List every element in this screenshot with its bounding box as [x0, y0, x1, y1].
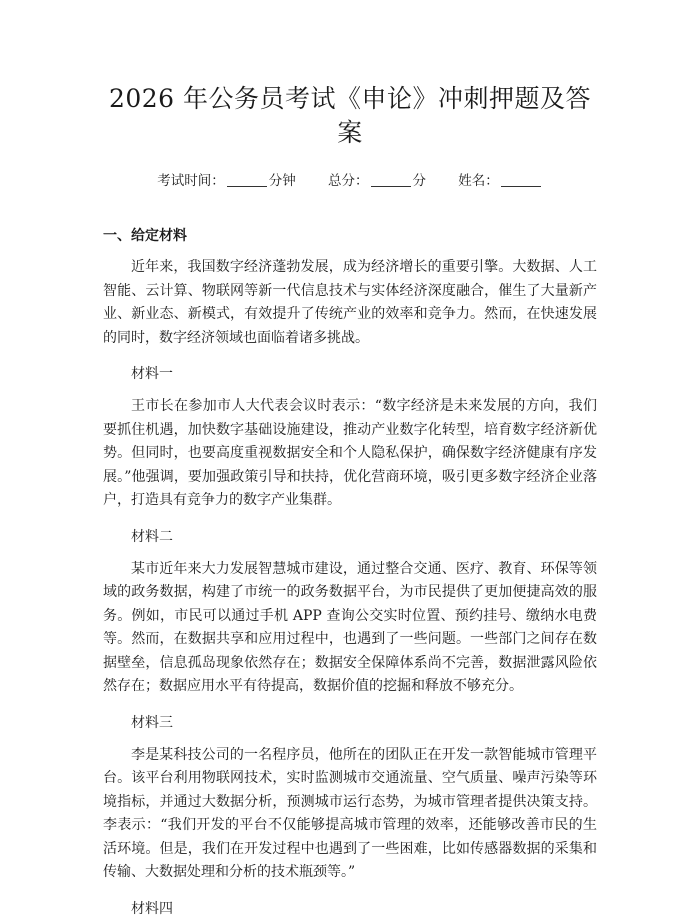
- material-1-label: 材料一: [131, 366, 173, 382]
- document-title: 2026 年公务员考试《申论》冲刺押题及答案: [108, 84, 592, 147]
- total-score-field: [328, 173, 426, 189]
- material-2-label: 材料二: [131, 528, 173, 545]
- total-score-label: 总分：: [328, 173, 369, 189]
- material-3-label: 材料三: [131, 714, 173, 731]
- exam-time-blank: [227, 172, 267, 187]
- section-heading-materials: 一、给定材料: [103, 228, 187, 244]
- material-2-text: 某市近年来大力发展智慧城市建设，通过整合交通、医疗、教育、环保等领域的政务数据，构建了市统一的政务数据平台，为市民提供了更加便捷高效的服务。例如，市民可以通过手机 APP 查询公交实时位置、预约挂号、缴纳水电费等。然而，在数据共享和应用过程中，也遇到了一些问题。一些部门之间存在数据壁垒，信息孤岛现象依然存在；数据安全保障体系尚不完善，数据泄露风险依然存在；数据应用水平有待提高，数据价值的挖掘和释放不够充分。: [103, 560, 597, 694]
- exam-meta-line: [103, 171, 597, 191]
- name-label: 姓名：: [458, 173, 499, 189]
- exam-time-field: [157, 173, 296, 189]
- name-blank: [501, 172, 541, 187]
- total-score-blank: [371, 172, 411, 187]
- material-4-label: 材料四: [131, 900, 173, 917]
- material-1-text: 王市长在参加市人大代表会议时表示：“数字经济是未来发展的方向，我们要抓住机遇，加快数字基础设施建设，推动产业数字化转型，培育数字经济新优势。但同时，也要高度重视数据安全和个人隐私保护，确保数字经济健康有序发展。”他强调，要加强政策引导和扶持，优化营商环境，吸引更多数字经济企业落户，打造具有竞争力的数字产业集群。: [103, 398, 597, 508]
- intro-paragraph: 近年来，我国数字经济蓬勃发展，成为经济增长的重要引擎。大数据、人工智能、云计算、物联网等新一代信息技术与实体经济深度融合，催生了大量新产业、新业态、新模式，有效提升了传统产业的效率和竞争力。然而，在快速发展的同时，数字经济领域也面临着诸多挑战。: [103, 259, 597, 346]
- name-field: [458, 173, 543, 189]
- exam-time-unit: 分钟: [268, 173, 296, 189]
- total-score-unit: 分: [412, 173, 426, 189]
- exam-time-label: 考试时间：: [157, 173, 225, 189]
- material-3-text: 李是某科技公司的一名程序员，他所在的团队正在开发一款智能城市管理平台。该平台利用物联网技术，实时监测城市交通流量、空气质量、噪声污染等环境指标，并通过大数据分析，预测城市运行态势，为城市管理者提供决策支持。李表示：“我们开发的平台不仅能够提高城市管理的效率，还能够改善市民的生活环境。但是，我们在开发过程中也遇到了一些困难，比如传感器数据的采集和传输、大数据处理和分析的技术瓶颈等。”: [103, 746, 597, 880]
